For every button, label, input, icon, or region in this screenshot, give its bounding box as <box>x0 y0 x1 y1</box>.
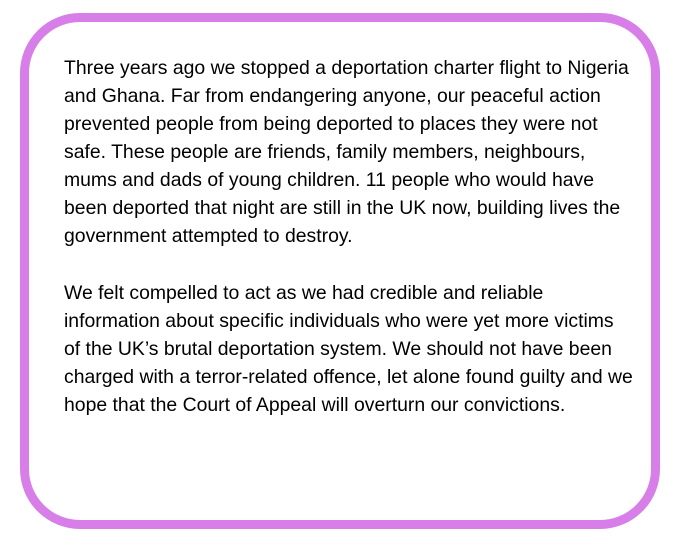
statement-text <box>64 54 634 419</box>
statement-paragraph-2: We felt compelled to act as we had credible and reliable information about specific individuals who were yet more victims of the UK’s brutal deportation system. We should not have been charged with a terror-related offence, let alone found guilty and we hope that the Court of Appeal will overturn our convictions. <box>64 282 633 416</box>
statement-paragraph-1: Three years ago we stopped a deportation charter flight to Nigeria and Ghana. Far from endangering anyone, our peaceful action prevented people from being deported to places they were not safe. These people are friends, family members, neighbours, mums and dads of young children. 11 people who would have been deported that night are still in the UK now, building lives the government attempted to destroy. <box>64 57 629 247</box>
